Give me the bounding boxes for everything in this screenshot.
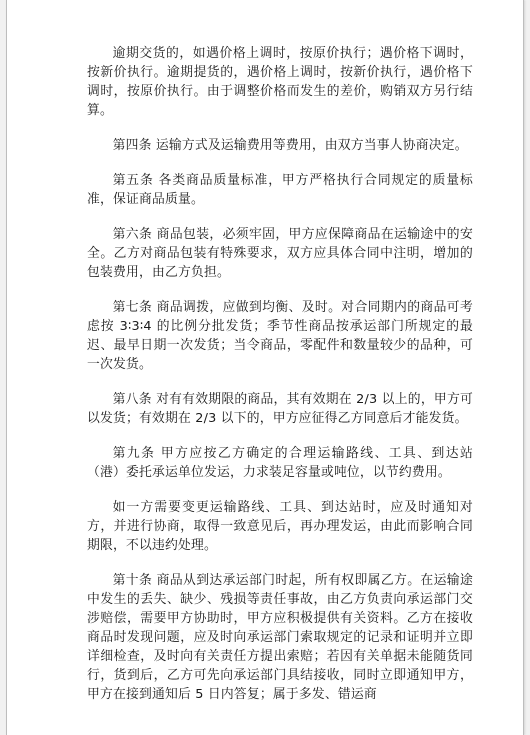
paragraph-article-6: 第六条 商品包装，必须牢固，甲方应保障商品在运输途中的安全。乙方对商品包装有特殊要求，双方应具体合同中注明，增加的包装费用，由乙方负担。 bbox=[87, 227, 473, 280]
document-body bbox=[87, 44, 473, 720]
paragraph-late-delivery-pricing: 逾期交货的，如遇价格上调时，按原价执行；遇价格下调时，按新价执行。逾期提货的，遇价格上调时，按新价执行，遇价格下调时，按原价执行。由于调整价格而发生的差价，购销双方另行结算。 bbox=[87, 46, 473, 118]
paragraph-article-5: 第五条 各类商品质量标准，甲方严格执行合同规定的质量标准，保证商品质量。 bbox=[87, 173, 473, 207]
document-page bbox=[6, 0, 524, 735]
paragraph-article-4: 第四条 运输方式及运输费用等费用，由双方当事人协商决定。 bbox=[112, 138, 468, 153]
paragraph-article-8: 第八条 对有有效期限的商品，其有效期在 2/3 以上的，甲方可以发货；有效期在 2/3 以下的，甲方应征得乙方同意后才能发货。 bbox=[87, 392, 473, 426]
paragraph-article-10: 第十条 商品从到达承运部门时起，所有权即属乙方。在运输途中发生的丢失、缺少、残损等责任事故，由乙方负责向承运部门交涉赔偿，需要甲方协助时，甲方应积极提供有关资料。乙方在接收商品时发现问题，应及时向承运部门索取规定的记录和证明并立即详细检查，及时向有关责任方提出索赔；若因有关单据未能随货同行，货到后，乙方可先向承运部门具结接收，同时立即通知甲方，甲方在接到通知后 5 日内答复；属于多发、错运商 bbox=[87, 573, 473, 702]
paragraph-article-9: 第九条 甲方应按乙方确定的合理运输路线、工具、到达站（港）委托承运单位发运，力求装足容量或吨位，以节约费用。 bbox=[87, 446, 473, 480]
paragraph-route-change: 如一方需要变更运输路线、工具、到达站时，应及时通知对方，并进行协商，取得一致意见后，再办理发运，由此而影响合同期限，不以违约处理。 bbox=[87, 500, 473, 553]
paragraph-article-7: 第七条 商品调拨，应做到均衡、及时。对合同期内的商品可考虑按 3∶3∶4 的比例分批发货；季节性商品按承运部门所规定的最迟、最早日期一次发货；当令商品，零配件和数量较少的品种，可一次发货。 bbox=[87, 300, 473, 372]
